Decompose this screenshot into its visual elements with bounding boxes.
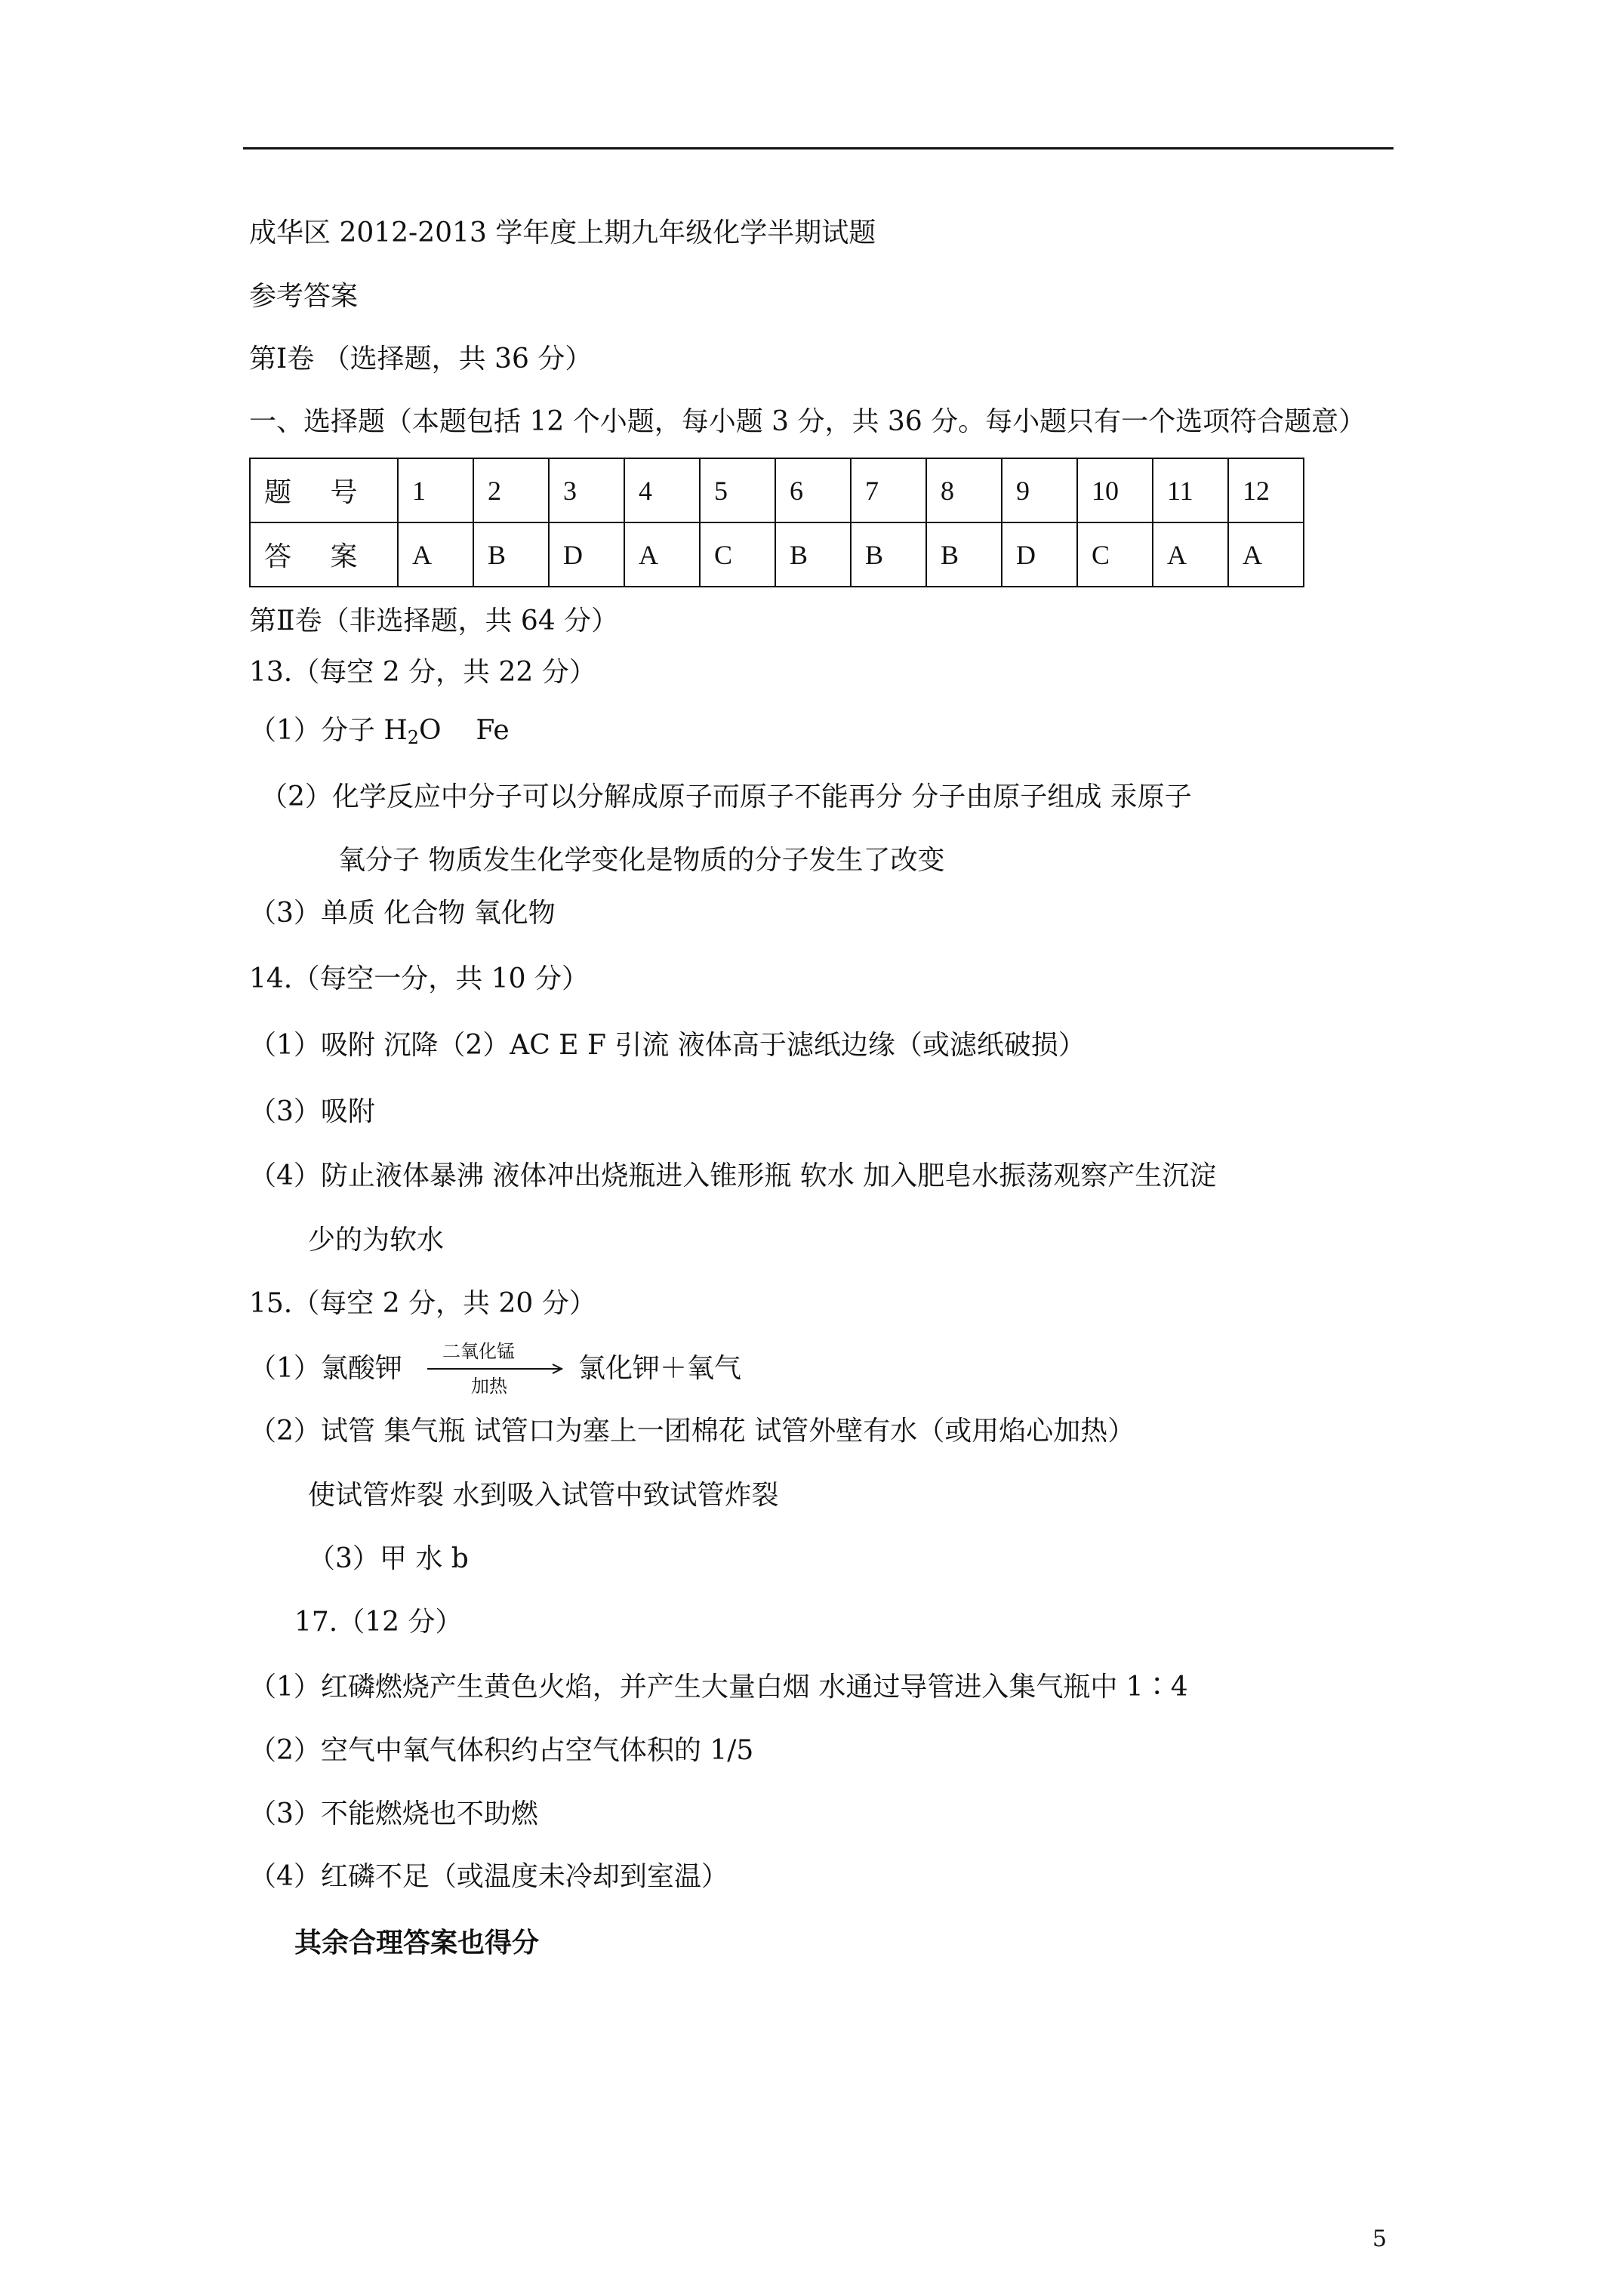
q15-heading: 15.（每空 2 分，共 20 分） [249,1288,596,1319]
q15-answer-2-line1: （2）试管 集气瓶 试管口为塞上一团棉花 试管外壁有水（或用焰心加热） [249,1416,1135,1447]
question-number: 5 [700,458,775,522]
q17-heading: 17.（12 分） [294,1607,463,1638]
answer-cell: C [1077,522,1153,587]
q13-answer-1-prefix: （1）分子 [249,715,384,746]
q17-answer-1: （1）红磷燃烧产生黄色火焰，并产生大量白烟 水通过导管进入集气瓶中 1∶4 [249,1672,1188,1703]
answer-cell: D [1002,522,1077,587]
q13-answer-1 [249,713,510,755]
question-number: 8 [926,458,1002,522]
answer-cell: C [700,522,775,587]
part1-heading: 第Ⅰ卷 （选择题，共 36 分） [249,344,593,374]
q13-heading: 13.（每空 2 分，共 22 分） [249,657,596,688]
q17-answer-4: （4）红磷不足（或温度未冷却到室温） [249,1861,728,1892]
answer-cell: D [549,522,624,587]
q15-answer-2-line2: 使试管炸裂 水到吸入试管中致试管炸裂 [308,1480,779,1511]
formula-h: H [383,715,408,746]
table-row [250,522,1304,587]
q15-answer-1-right: 氯化钾＋氧气 [578,1353,742,1384]
question-number: 10 [1077,458,1153,522]
answer-cell: B [851,522,926,587]
subtitle: 参考答案 [249,281,359,312]
page-title: 成华区 2012-2013 学年度上期九年级化学半期试题 [249,217,876,248]
question-number: 7 [851,458,926,522]
answer-cell: A [1153,522,1228,587]
question-number: 4 [624,458,700,522]
answer-table [249,458,1304,587]
answer-cell: B [926,522,1002,587]
arrow-right-icon [427,1362,571,1376]
table-row [250,458,1304,522]
closing-note: 其余合理答案也得分 [294,1927,540,1959]
q17-answer-3: （3）不能燃烧也不助燃 [249,1798,538,1829]
reaction-arrow [427,1341,571,1397]
answer-cell: B [775,522,851,587]
q14-answer-4-line2: 少的为软水 [308,1225,445,1256]
formula-o: O [419,715,442,746]
q17-answer-2: （2）空气中氧气体积约占空气体积的 1/5 [249,1735,754,1766]
question-number: 12 [1228,458,1304,522]
question-number: 9 [1002,458,1077,522]
q13-answer-3: （3）单质 化合物 氧化物 [249,898,556,929]
answer-cell: A [624,522,700,587]
question-number: 6 [775,458,851,522]
question-number: 2 [473,458,549,522]
answer-cell: B [473,522,549,587]
reaction-condition-top: 二氧化锰 [442,1341,515,1362]
header-rule [243,147,1394,149]
answer-cell: A [398,522,473,587]
formula-subscript: 2 [407,727,420,748]
q14-answer-1: （1）吸附 沉降（2）AC E F 引流 液体高于滤纸边缘（或滤纸破损） [249,1030,1086,1061]
page-number: 5 [1372,2226,1387,2252]
q13-answer-2-line2: 氧分子 物质发生化学变化是物质的分子发生了改变 [338,845,945,876]
q14-heading: 14.（每空一分，共 10 分） [249,963,589,994]
row-label: 题 号 [250,458,398,522]
question-number: 1 [398,458,473,522]
section1-heading: 一、选择题（本题包括 12 个小题，每小题 3 分，共 36 分。每小题只有一个选项符合题意） [249,406,1366,437]
reaction-condition-bottom: 加热 [471,1376,507,1397]
q14-answer-4-line1: （4）防止液体暴沸 液体冲出烧瓶进入锥形瓶 软水 加入肥皂水振荡观察产生沉淀 [249,1160,1217,1191]
formula-fe: Fe [476,715,510,746]
question-number: 3 [549,458,624,522]
q15-answer-3: （3）甲 水 b [308,1543,469,1574]
answer-cell: A [1228,522,1304,587]
row-label: 答 案 [250,522,398,587]
q14-answer-3: （3）吸附 [249,1096,375,1127]
q13-answer-2-line1: （2）化学反应中分子可以分解成原子而原子不能再分 分子由原子组成 汞原子 [260,781,1192,812]
part2-heading: 第Ⅱ卷（非选择题，共 64 分） [249,606,619,636]
question-number: 11 [1153,458,1228,522]
q15-answer-1-left: （1）氯酸钾 [249,1353,402,1384]
